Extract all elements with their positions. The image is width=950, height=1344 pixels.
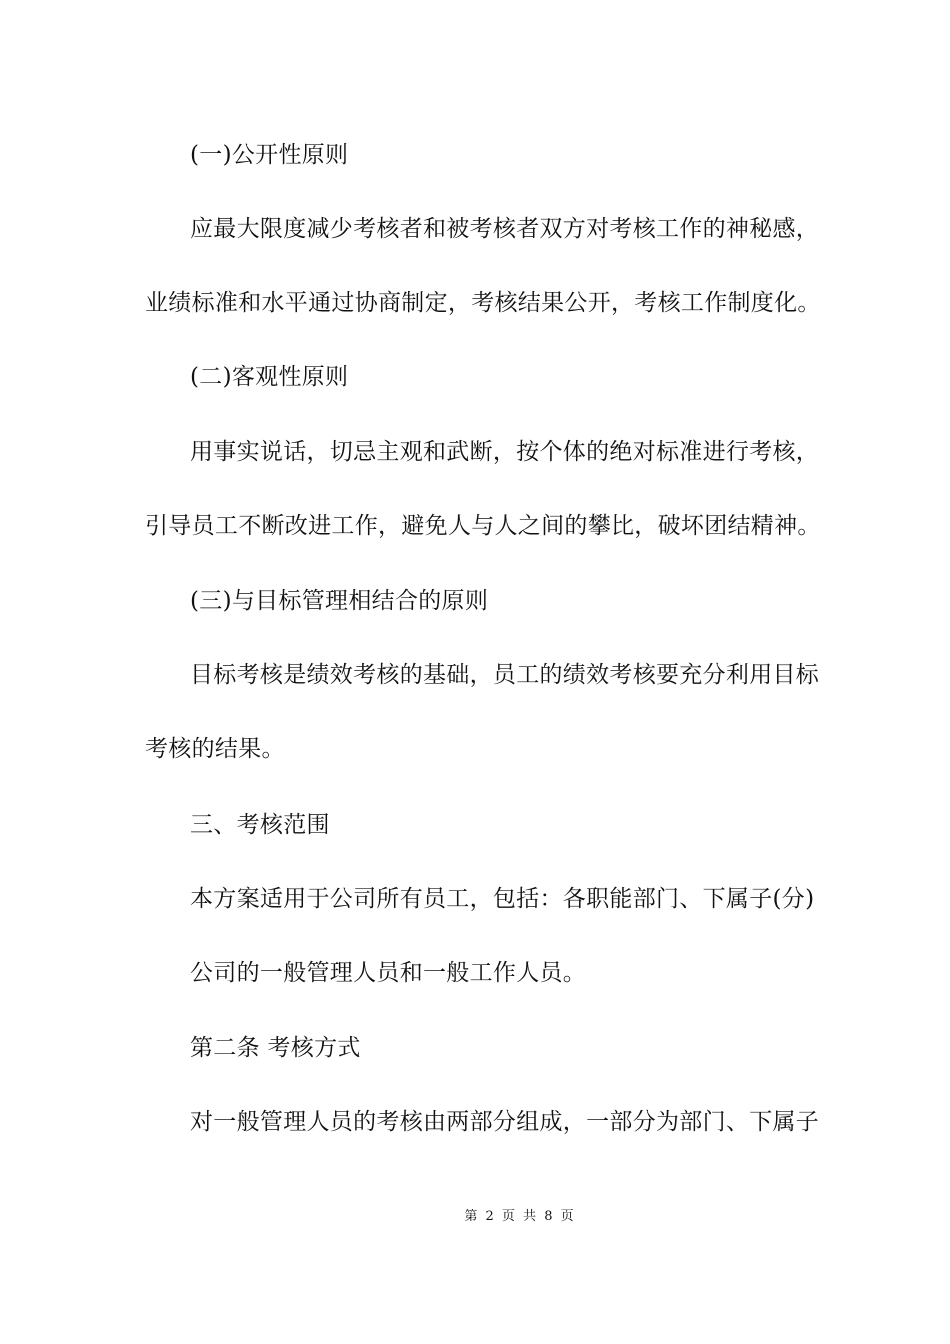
heading-article-two: 第二条 考核方式 xyxy=(190,1035,361,1061)
paragraph-line: 用事实说话，切忌主观和武断，按个体的绝对标准进行考核， xyxy=(190,439,820,465)
page-footer xyxy=(0,1208,950,1226)
footer-prefix: 第 xyxy=(464,1209,480,1224)
heading-assessment-scope: 三、考核范围 xyxy=(190,812,330,838)
footer-total-pages: 8 xyxy=(544,1209,555,1224)
paragraph-line: 考核的结果。 xyxy=(145,736,285,762)
paragraph-line: 本方案适用于公司所有员工，包括：各职能部门、下属子(分) xyxy=(190,886,815,912)
paragraph-line: 引导员工不断改进工作，避免人与人之间的攀比，破坏团结精神。 xyxy=(145,513,821,539)
heading-openness-principle: (一)公开性原则 xyxy=(190,142,349,168)
paragraph-line: 业绩标准和水平通过协商制定，考核结果公开，考核工作制度化。 xyxy=(145,290,821,316)
footer-suffix: 页 xyxy=(560,1209,576,1224)
paragraph-line: 对一般管理人员的考核由两部分组成，一部分为部门、下属子 xyxy=(190,1109,820,1135)
paragraph-line: 应最大限度减少考核者和被考核者双方对考核工作的神秘感， xyxy=(190,216,820,242)
footer-middle: 页 共 xyxy=(501,1209,539,1224)
paragraph-line: 目标考核是绩效考核的基础，员工的绩效考核要充分利用目标 xyxy=(190,662,820,688)
heading-goal-management-principle: (三)与目标管理相结合的原则 xyxy=(190,588,489,614)
footer-current-page: 2 xyxy=(485,1209,496,1224)
heading-objectivity-principle: (二)客观性原则 xyxy=(190,364,349,390)
paragraph-line: 公司的一般管理人员和一般工作人员。 xyxy=(190,960,587,986)
